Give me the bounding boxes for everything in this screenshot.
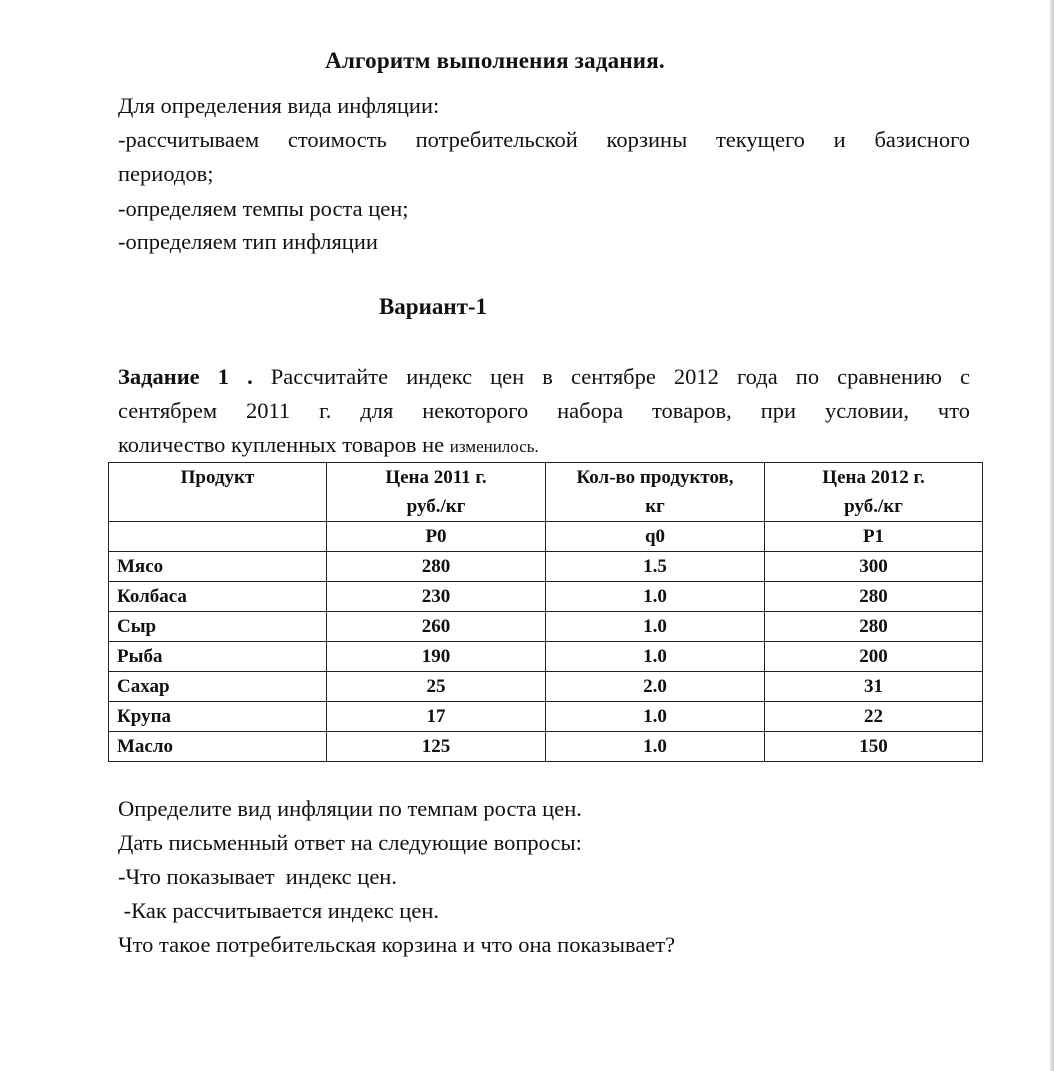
cell-p0: 280 [327,552,546,582]
cell-p0: 190 [327,642,546,672]
cell-q0: 1.0 [546,732,765,762]
cell-p1: 150 [765,732,983,762]
cell-q0: 1.0 [546,612,765,642]
questions-heading: Дать письменный ответ на следующие вопросы: [118,830,582,855]
cell-product: Сахар [109,672,327,702]
task-line [118,428,970,464]
cell-q0: 1.0 [546,642,765,672]
cell-p0: 25 [327,672,546,702]
question-line: -Что показывает индекс цен. [118,864,397,889]
intro-line: -определяем темпы роста цен; [118,196,409,221]
cell-p0: 125 [327,732,546,762]
cell-p1: 200 [765,642,983,672]
cell-p0: 230 [327,582,546,612]
intro-line: Для определения вида инфляции: [118,93,440,118]
cell-p1: 280 [765,612,983,642]
question-line: -Как рассчитывается индекс цен. [118,898,439,923]
cell-product: Колбаса [109,582,327,612]
symbol-product [109,522,327,552]
cell-product: Сыр [109,612,327,642]
table-row [109,702,983,732]
cell-product: Масло [109,732,327,762]
cell-product: Рыба [109,642,327,672]
intro-line: -рассчитываем стоимость потребительской корзины текущего и базисного [118,127,970,152]
symbol-p1: P1 [765,522,983,552]
header-quantity: Кол-во продуктов, кг [546,463,765,522]
question-line: Определите вид инфляции по темпам роста цен. [118,796,582,821]
cell-q0: 1.0 [546,702,765,732]
header-price-2012: Цена 2012 г. руб./кг [765,463,983,522]
table-header-row [109,463,983,522]
cell-p0: 17 [327,702,546,732]
cell-q0: 1.5 [546,552,765,582]
cell-p1: 22 [765,702,983,732]
intro-line: -определяем тип инфляции [118,229,378,254]
symbol-p0: P0 [327,522,546,552]
cell-p0: 260 [327,612,546,642]
table-row [109,612,983,642]
task-text [118,360,970,464]
table-row [109,732,983,762]
task-label: Задание 1 . [118,364,253,389]
cell-product: Крупа [109,702,327,732]
table-row [109,672,983,702]
cell-p1: 300 [765,552,983,582]
cell-q0: 2.0 [546,672,765,702]
table-symbol-row [109,522,983,552]
page-edge-shadow [1050,0,1054,1071]
cell-p1: 280 [765,582,983,612]
variant-heading: Вариант-1 [378,294,488,319]
header-price-2011: Цена 2011 г. руб./кг [327,463,546,522]
task-line-main: количество купленных товаров не [118,432,445,457]
table-row [109,552,983,582]
task-line [118,360,970,394]
symbol-q0: q0 [546,522,765,552]
cell-p1: 31 [765,672,983,702]
question-line: Что такое потребительская корзина и что она показывает? [118,932,676,957]
page-title: Алгоритм выполнения задания. [325,48,665,73]
task-line: сентябрем 2011 г. для некоторого набора товаров, при условии, что [118,398,970,423]
cell-product: Мясо [109,552,327,582]
intro-line: периодов; [118,161,214,186]
table-row [109,582,983,612]
task-line-text: Рассчитайте индекс цен в сентябре 2012 года по сравнению с [270,364,970,389]
header-product: Продукт [109,463,327,522]
task-line-small: изменилось. [449,437,539,456]
table-row [109,642,983,672]
cell-q0: 1.0 [546,582,765,612]
products-table [108,462,983,762]
